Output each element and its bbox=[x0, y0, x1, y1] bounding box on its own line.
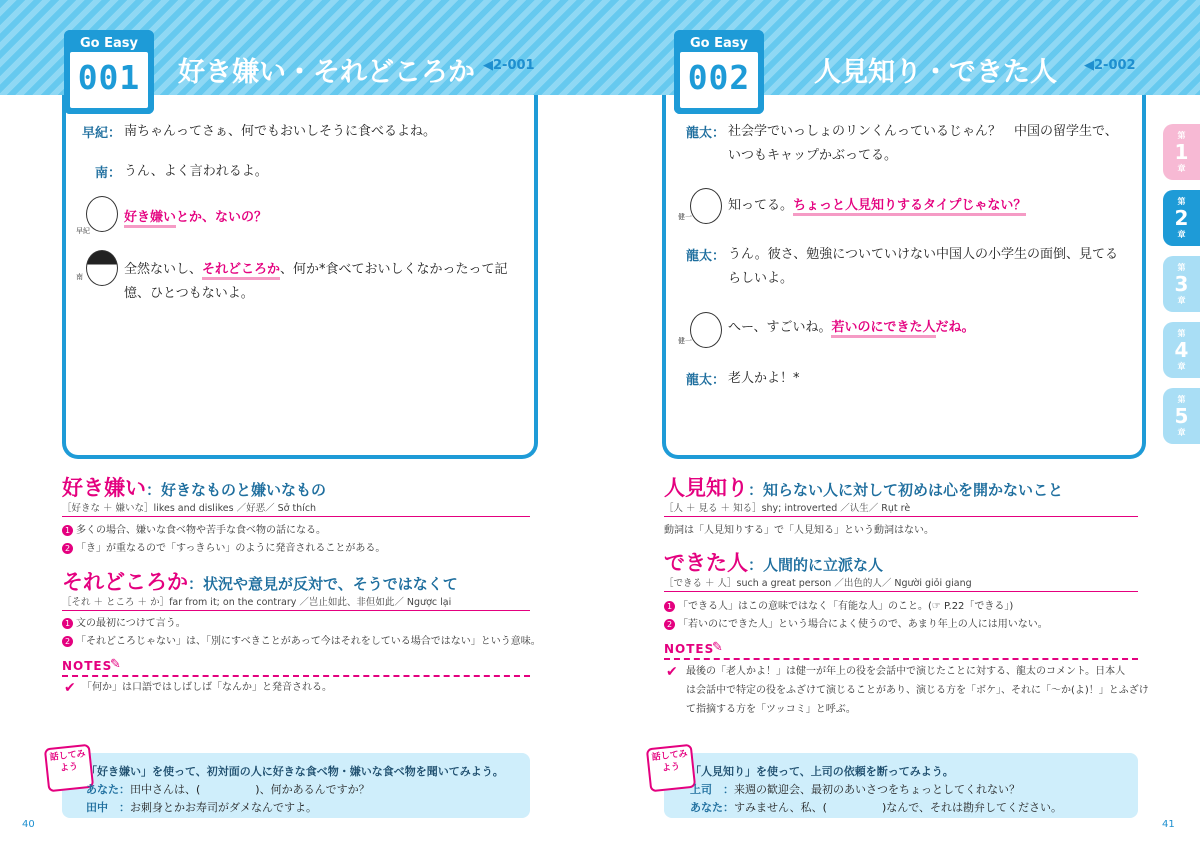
practice-tab: 話してみよう bbox=[646, 744, 696, 793]
lesson-badge bbox=[674, 30, 764, 114]
term-note: 動詞は「人見知りする」で「人見知る」という動詞はない。 bbox=[664, 525, 934, 536]
lesson-number: 001 bbox=[77, 58, 141, 97]
dialogue-line: 老人かよ！* bbox=[728, 371, 800, 386]
dialogue-line: 知ってる。ちょっと人見知りするタイプじゃない？ bbox=[728, 194, 1026, 218]
practice-tab: 話してみよう bbox=[44, 744, 94, 793]
dialogue-line: 全然ないし、それどころか、何か*食べておいしくなかったって記 bbox=[124, 258, 508, 282]
dialogue-line: うん。彼さ、勉強についていけない中国人の小学生の面倒、見てる bbox=[728, 247, 1119, 262]
minami-avatar-icon bbox=[86, 250, 118, 286]
pencil-icon: ✎ bbox=[712, 640, 723, 655]
practice-line: あなた：すみません、私、( )なんで、それは勘弁してください。 bbox=[690, 801, 1063, 814]
term-gloss: ［好きな ＋ 嫌いな］likes and dislikes ／好恶／ Sở thích bbox=[62, 500, 530, 517]
term-heading: それどころか：状況や意見が反対で、そうではなくて bbox=[62, 570, 458, 594]
speaker-label: 早紀 bbox=[76, 227, 90, 235]
lesson-title: 人見知り・できた人 bbox=[814, 57, 1057, 88]
notes-text: 最後の「老人かよ！」は健一が年上の役を会話中で演じたことに対する、龍太のコメント。日本人 bbox=[686, 666, 1126, 677]
check-icon: ✔ bbox=[666, 664, 678, 680]
chapter-tab-4[interactable]: 第 4 章 bbox=[1163, 322, 1200, 378]
speaker-label: 健一 bbox=[678, 213, 692, 221]
practice-line: 上司 ：来週の歓迎会、最初のあいさつをちょっとしてくれない？ bbox=[690, 783, 1020, 796]
right-page bbox=[600, 0, 1200, 851]
term-heading: 人見知り：知らない人に対して初めは心を開かないこと bbox=[664, 476, 1064, 500]
chapter-tab-3[interactable]: 第 3 章 bbox=[1163, 256, 1200, 312]
practice-prompt: 「好き嫌い」を使って、初対面の人に好きな食べ物・嫌いな食べ物を聞いてみよう。 bbox=[86, 765, 504, 778]
speaker-label: 龍太： bbox=[686, 249, 726, 264]
term-note: 1 「できる人」はこの意味ではなく「有能な人」のこと。(☞ P.22「できる」) bbox=[664, 597, 1013, 612]
notes-text: 「何か」は口語ではしばしば「なんか」と発音される。 bbox=[82, 682, 332, 693]
notes-label: NOTES bbox=[62, 659, 113, 673]
audio-track[interactable]: ◀2-001 bbox=[483, 58, 535, 73]
chapter-tab-1[interactable]: 第 1 章 bbox=[1163, 124, 1200, 180]
speaker-label: 南 bbox=[76, 273, 83, 281]
kenichi-avatar-icon bbox=[690, 312, 722, 348]
notes-divider bbox=[62, 675, 530, 677]
kenichi-avatar-icon bbox=[690, 188, 722, 224]
speaker-label: 健一 bbox=[678, 337, 692, 345]
dialogue-line: らしいよ。 bbox=[728, 271, 794, 286]
dialogue-line: へー、すごいね。若いのにできた人だね。 bbox=[728, 316, 975, 340]
term-gloss: ［できる ＋ 人］such a great person ／出色的人／ Người giỏi giang bbox=[664, 575, 1138, 592]
term-gloss: ［人 ＋ 見る ＋ 知る］shy; introverted ／认生／ Rụt rè bbox=[664, 500, 1138, 517]
lesson-title: 好き嫌い・それどころか bbox=[178, 57, 475, 88]
lesson-number: 002 bbox=[687, 58, 751, 97]
speaker-icon: ◀ bbox=[1084, 58, 1094, 73]
notes-text: て指摘する方を「ツッコミ」と呼ぶ。 bbox=[686, 704, 856, 715]
term-note: 2 「若いのにできた人」という場合によく使うので、あまり年上の人には用いない。 bbox=[664, 615, 1048, 630]
dialogue-line: うん、よく言われるよ。 bbox=[124, 164, 268, 179]
practice-line: あなた：田中さんは、( )、何かあるんですか？ bbox=[86, 783, 370, 796]
check-icon: ✔ bbox=[64, 680, 76, 696]
notes-divider bbox=[664, 658, 1138, 660]
chapter-tab-5[interactable]: 第 5 章 bbox=[1163, 388, 1200, 444]
page-number: 41 bbox=[1162, 819, 1175, 830]
speaker-label: 龍太： bbox=[686, 373, 726, 388]
term-heading: 好き嫌い：好きなものと嫌いなもの bbox=[62, 476, 327, 500]
go-easy-label: Go Easy bbox=[690, 36, 748, 51]
practice-line: 田中 ：お刺身とかお寿司がダメなんですよ。 bbox=[86, 801, 317, 814]
term-gloss: ［それ ＋ ところ ＋ か］far from it; on the contrary ／岂止如此、非但如此／ Ngược lại bbox=[62, 594, 530, 611]
practice-prompt: 「人見知り」を使って、上司の依頼を断ってみよう。 bbox=[690, 765, 954, 778]
dialogue-line: 社会学でいっしょのリンくんっているじゃん？ 中国の留学生で、 bbox=[728, 124, 1118, 139]
dialogue-line: 好き嫌いとか、ないの？ bbox=[124, 206, 267, 230]
term-note: 1 多くの場合、嫌いな食べ物や苦手な食べ物の話になる。 bbox=[62, 521, 326, 536]
dialogue-line: 南ちゃんってさぁ、何でもおいしそうに食べるよね。 bbox=[124, 124, 437, 139]
term-note: 1 文の最初につけて言う。 bbox=[62, 614, 186, 629]
saki-avatar-icon bbox=[86, 196, 118, 232]
notes-label: NOTES bbox=[664, 642, 715, 656]
dialogue-line: 憶、ひとつもないよ。 bbox=[124, 286, 254, 301]
term-note: 2 「それどころじゃない」は、「別にすべきことがあって今はそれをしている場合ではない」という意味。 bbox=[62, 632, 541, 647]
audio-track[interactable]: ◀2-002 bbox=[1084, 58, 1136, 73]
notes-text: は会話中で特定の役をふざけて演じることがあり、演じる方を「ボケ」、それに「〜か(よ)！」とふざけ bbox=[686, 685, 1149, 696]
speaker-icon: ◀ bbox=[483, 58, 493, 73]
pencil-icon: ✎ bbox=[110, 657, 121, 672]
term-heading: できた人：人間的に立派な人 bbox=[664, 551, 884, 575]
page-number: 40 bbox=[22, 819, 35, 830]
speaker-label: 龍太： bbox=[686, 126, 726, 141]
chapter-tab-2[interactable]: 第 2 章 bbox=[1163, 190, 1200, 246]
go-easy-label: Go Easy bbox=[80, 36, 138, 51]
speaker-label: 南： bbox=[95, 166, 122, 181]
speaker-label: 早紀： bbox=[82, 126, 122, 141]
dialogue-line: いつもキャップかぶってる。 bbox=[728, 148, 898, 163]
lesson-badge bbox=[64, 30, 154, 114]
term-note: 2 「き」が重なるので「すっきらい」のように発音されることがある。 bbox=[62, 539, 385, 554]
